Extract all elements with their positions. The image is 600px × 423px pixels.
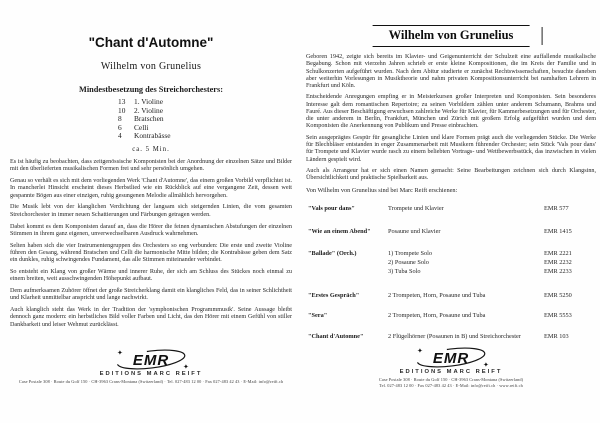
instrument-count: 4: [118, 131, 122, 141]
publisher-logo-right: [306, 345, 596, 389]
table-row: [308, 204, 596, 213]
instrument-name: Bratschen: [134, 114, 164, 124]
table-row: [308, 332, 596, 341]
work-scoring-line: 3) Tuba Solo: [388, 268, 421, 275]
composer-name: Wilhelm von Grunelius: [100, 61, 202, 72]
table-row: [308, 311, 596, 320]
publisher-address: Case Postale 308 · Route du Golf 150 · CH-3963 Crans-Montana (Switzerland) · Tel. 027-483 12 00 · Fax 027-483 42 43 · E-Mail: info@reift.ch: [18, 378, 284, 384]
work-emr-number: EMR 5250: [544, 292, 572, 299]
bio-paragraph: Geboren 1942, zeigte sich bereits im Klavier- und Geigenunterricht der Schulzeit eine auffallende musikalische Begabung. Schon mit vierzehn Jahren schrieb er erste kleine Kompositionen, die im Kreis der Familie und in Schulkonzerten aufgeführt wurden. Nach dem Abitur studierte er zunächst Rechtswissenschaften, besuchte daneben aber weiterhin Vorlesungen in Musiktheorie und nahm privaten Kompositionsunterricht bei namhaften Lehrern in Frankfurt und Köln.: [306, 54, 596, 89]
work-title: "Erstes Gespräch": [308, 292, 360, 299]
logo-star-icon: ✦: [417, 347, 423, 355]
title-box-right-rule: [541, 27, 542, 45]
composer-biography: [306, 54, 596, 194]
work-scoring: [388, 249, 544, 276]
work-title: "Ballade" (Orch.): [308, 250, 357, 257]
work-scoring-line: 1) Trompete Solo: [388, 250, 433, 257]
right-page: [306, 0, 596, 423]
composer-page-title: Wilhelm von Grunelius: [388, 28, 514, 42]
emr-logo-icon: [408, 345, 494, 370]
instrument-name: Kontrabässe: [134, 131, 171, 141]
logo-star-icon: ✦: [183, 363, 189, 371]
work-emr-number-line: EMR 2221: [544, 250, 572, 257]
bio-paragraph: Entscheidende Anregungen empfing er in Meisterkursen großer Interpreten und Komponisten. Sein besonderes Interesse galt dem romantischen Repertoire; zu seinen Vorbildern zählen unter anderem Schumann, Brahms und Fauré. Aus dieser Beschäftigung erwuchsen zahlreiche Werke für Klavier, für Kammerbesetzungen und für Orchester, die unter anderem in Berlin, Frankfurt, München und Zürich mit großem Erfolg aufgeführt wurden und dem Komponisten die Anerkennung von Publikum und Presse einbrachten.: [306, 94, 596, 130]
work-title: "Vals pour dans": [308, 205, 355, 212]
work-scoring: Trompete und Klavier: [388, 205, 444, 212]
composer-title-box: [373, 25, 530, 47]
work-emr-number: EMR 1415: [544, 228, 572, 235]
work-title: "Wie an einem Abend": [308, 228, 371, 235]
publisher-address-line2: Tel. 027-483 12 00 · Fax 027-483 42 43 · E-Mail: info@reift.ch · www.reift.ch: [379, 383, 523, 389]
logo-star-icon: ✦: [117, 349, 123, 357]
works-table: [308, 204, 596, 341]
publisher-logo-left: [10, 347, 292, 384]
work-emr-number: EMR 103: [544, 333, 569, 340]
work-scoring: Posaune und Klavier: [388, 228, 441, 235]
work-emr-number: EMR 5553: [544, 312, 572, 319]
logo-star-icon: ✦: [483, 361, 489, 369]
publisher-address-line1: Case Postale 308 · Route du Golf 150 · CH-3963 Crans-Montana (Switzerland): [378, 376, 524, 382]
instrument-count: 8: [118, 114, 122, 124]
work-emr-number-line: EMR 2233: [544, 268, 572, 275]
duration-note: ca. 5 Min.: [132, 146, 170, 153]
works-list-intro: Von Wilhelm von Grunelius sind bei Marc Reift erschienen:: [306, 186, 458, 194]
work-emr-number-line: EMR 2232: [544, 259, 572, 266]
program-paragraph: Die Musik lebt von der klanglichen Verdichtung der langsam sich steigernden Linien, die vom gesamten Streichorchester in immer neuen Schattierungen und Färbungen getragen werden.: [10, 204, 292, 218]
work-title: "Sera": [308, 312, 328, 319]
table-row: [308, 249, 596, 276]
bio-paragraph: Sein ausgeprägtes Gespür für gesangliche Linien und klare Formen prägt auch die vorliegenden Stücke. Die Werke für Blechbläser entstanden in enger Zusammenarbeit mit Musikern führender Orchester; sein Stück 'Vals pour dans' für Trompete und Klavier wurde rasch zu einem beliebten Vortrags- und Wettbewerbsstück, das inzwischen in vielen Ländern gespielt wird.: [306, 134, 596, 163]
table-row: [308, 291, 596, 300]
instrumentation-heading: Mindestbesetzung des Streichorchesters:: [79, 85, 223, 94]
instrument-count: 13: [118, 97, 126, 106]
left-page: [10, 0, 292, 423]
editions-marc-reift-label: EDITIONS MARC REIFT: [399, 369, 503, 375]
instrumentation-row: [118, 132, 171, 141]
emr-logo-text: EMR: [132, 352, 170, 369]
work-emr-number: [544, 249, 596, 276]
instrument-name: 1. Violine: [134, 97, 163, 106]
program-notes: [10, 159, 292, 334]
program-paragraph: Selten haben sich die vier Instrumentengruppen des Orchesters so eng verbunden: Die erste und zweite Violine führen den Gesang, während Bratschen und Celli die harmonische Mitte bilden; die Kontrabässe geben dem Satz ein dunkles, ruhig schwingendes Fundament, das alle Stimmen miteinander verbindet.: [10, 242, 292, 264]
work-scoring: 2 Flügelhörner (Posaunen in B) und Streichorchester: [388, 333, 521, 340]
emr-logo-icon: [108, 347, 194, 372]
program-paragraph: Dabei kommt es dem Komponisten darauf an, dass die Hörer die feinen dynamischen Abstufungen der einzelnen Stimmen in ihrem ganz eigenen, unverwechselbaren Ausdruck wahrnehmen.: [10, 223, 292, 237]
work-emr-number: EMR 577: [544, 205, 569, 212]
bio-paragraph: Auch als Arrangeur hat er sich einen Namen gemacht: Seine Bearbeitungen zeichnen sich durch Klangsinn, Übersichtlichkeit und praktische Spielbarkeit aus.: [306, 168, 596, 182]
editions-marc-reift-label: EDITIONS MARC REIFT: [99, 371, 203, 377]
program-paragraph: So entsteht ein Klang von großer Wärme und innerer Ruhe, der sich am Schluss des Stückes noch einmal zu einem breiten, weit ausschwingenden Höhepunkt aufbaut.: [10, 268, 292, 283]
work-scoring: 2 Trompeten, Horn, Posaune und Tuba: [388, 312, 486, 319]
program-paragraph: Dem aufmerksamen Zuhörer öffnet der große Streicherklang damit ein klangliches Feld, das in seiner Schlichtheit und Klarheit unmittelbar anspricht und lange nachwirkt.: [10, 288, 292, 302]
work-scoring-line: 2) Posaune Solo: [388, 259, 429, 266]
work-scoring: 2 Trompeten, Horn, Posaune und Tuba: [388, 292, 486, 299]
instrument-count: 6: [118, 122, 122, 132]
piece-title: "Chant d'Automne": [88, 35, 214, 50]
emr-logo-text: EMR: [432, 350, 470, 367]
instrument-name: 2. Violine: [134, 105, 163, 115]
instrument-name: Celli: [134, 122, 149, 132]
work-title: "Chant d'Automne": [308, 333, 364, 340]
program-paragraph: Auch klanglich steht das Werk in der Tradition der 'symphonischen Programmmusik'. Seine Aussage bleibt dennoch ganz modern: ein herbstliches Bild voller Farben und Licht, das den Hörer mit einem Gefühl von stiller Dankbarkeit und leiser Wehmut zurücklässt.: [10, 307, 292, 328]
table-row: [308, 227, 596, 236]
instrumentation-list: [118, 98, 171, 141]
instrument-count: 10: [118, 105, 126, 115]
program-paragraph: Es ist häufig zu beobachten, dass zeitgenössische Komponisten bei der Anordnung der einzelnen Sätze und Bilder mit den überlieferten musikalischen Formen frei und sehr persönlich umgehen.: [10, 159, 292, 173]
program-paragraph: Genau so verhält es sich mit dem vorliegenden Werk 'Chant d'Automne', das einem großen Vorbild verpflichtet ist. In mancherlei Hinsicht erscheint dieses Herbstlied wie ein Rückblick auf eine vergangene Zeit, dessen weit gespannte Bögen aus einer einzigen, ruhig gesungenen Melodie allmählich hervorgehen.: [10, 178, 292, 199]
